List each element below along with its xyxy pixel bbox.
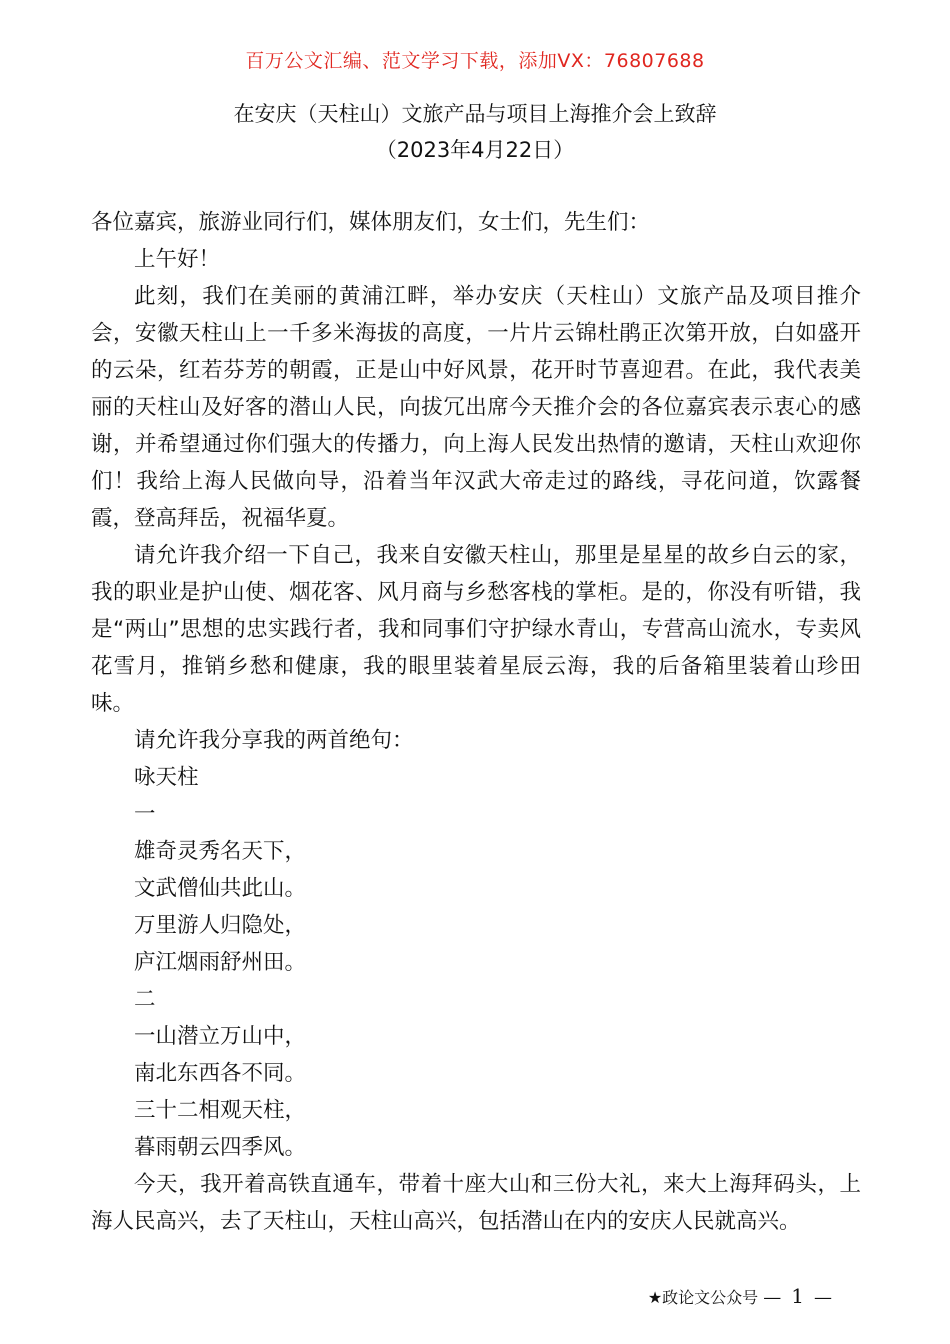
footer-source: ★政论文公众号 <box>647 1288 759 1307</box>
closing-paragraph: 今天，我开着高铁直通车，带着十座大山和三份大礼，来大上海拜码头，上海人民高兴，去了天柱山，天柱山高兴，包括潜山在内的安庆人民就高兴。 <box>91 1172 861 1234</box>
document-date: （2023年4月22日） <box>375 138 575 162</box>
poem-line: 庐江烟雨舒州田。 <box>134 950 307 975</box>
paragraph-3: 请允许我分享我的两首绝句： <box>134 728 414 753</box>
paragraph-1: 此刻，我们在美丽的黄浦江畔，举办安庆（天柱山）文旅产品及项目推介会，安徽天柱山上一千多米海拔的高度，一片片云锦杜鹃正次第开放，白如盛开的云朵，红若芬芳的朝霞，正是山中好风景，花开时节喜迎君。在此，我代表美丽的天柱山及好客的潜山人民，向拔冗出席今天推介会的各位嘉宾表示衷心的感谢，并希望通过你们强大的传播力，向上海人民发出热情的邀请，天柱山欢迎你们！我给上海人民做向导，沿着当年汉武大帝走过的路线，寻花问道，饮露餐霞，登高拜岳，祝福华夏。 <box>91 284 861 531</box>
salutation: 各位嘉宾，旅游业同行们，媒体朋友们，女士们，先生们： <box>91 210 651 235</box>
poem-line: 暮雨朝云四季风。 <box>134 1135 307 1160</box>
greeting: 上午好！ <box>134 247 221 272</box>
poem-title: 咏天柱 <box>134 765 199 790</box>
poem-line: 文武僧仙共此山。 <box>134 876 307 901</box>
poem-line: 一山潜立万山中， <box>134 1024 307 1049</box>
document-title: 在安庆（天柱山）文旅产品与项目上海推介会上致辞 <box>233 102 717 126</box>
document-body <box>91 204 861 1240</box>
poem-line: 南北东西各不同。 <box>134 1061 307 1086</box>
poem-line: 万里游人归隐处， <box>134 913 307 938</box>
footer-dash-left: — <box>763 1287 782 1308</box>
page-number: 1 <box>791 1284 804 1308</box>
poem-line: 三十二相观天柱， <box>134 1098 307 1123</box>
poem-part-1-label: 一 <box>134 802 156 827</box>
poem-part-2-label: 二 <box>134 987 156 1012</box>
poem-line: 雄奇灵秀名天下， <box>134 839 307 864</box>
page-footer <box>648 1284 832 1308</box>
paragraph-2: 请允许我介绍一下自己，我来自安徽天柱山，那里是星星的故乡白云的家，我的职业是护山使、烟花客、风月商与乡愁客栈的掌柜。是的，你没有听错，我是“两山”思想的忠实践行者，我和同事们守护绿水青山，专营高山流水，专卖风花雪月，推销乡愁和健康，我的眼里装着星辰云海，我的后备箱里装着山珍田味。 <box>91 543 861 716</box>
footer-dash-right: — <box>814 1287 832 1308</box>
header-note: 百万公文汇编、范文学习下载，添加VX：76807688 <box>245 50 705 72</box>
